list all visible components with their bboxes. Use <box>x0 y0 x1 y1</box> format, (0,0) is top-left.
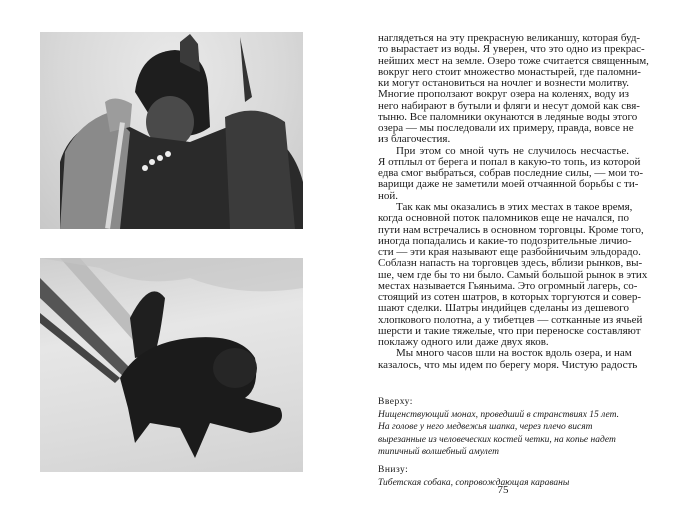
text-line: ки могут остановиться на ночлег и вознести молитву. <box>378 77 629 90</box>
photo-wandering-monk <box>40 32 303 229</box>
text-line: местах называется Гьяньима. Это огромный лагерь, со- <box>378 279 638 292</box>
monk-illustration <box>40 32 303 229</box>
text-line: пути нам встречались в основном торговцы. Кроме того, <box>378 223 644 236</box>
caption-top-line: Нищенствующий монах, проведший в странствиях 15 лет. <box>378 409 620 420</box>
text-line: поклажу одного или даже двух яков. <box>378 336 549 349</box>
text-line: Многие проползают вокруг озера на коленях, воду из <box>378 88 629 101</box>
caption-bottom-line: Тибетская собака, сопровождающая караваны <box>378 477 570 488</box>
body-text <box>378 32 649 371</box>
text-line: него набирают в бутыли и фляги и несут домой как свя- <box>378 99 640 112</box>
page-number: 75 <box>497 484 509 496</box>
text-line: При этом со мной чуть не случилось несчастье. <box>396 144 629 157</box>
text-line: Так как мы оказались в этих местах в такое время, <box>396 200 633 213</box>
text-line: озера — мы последовали их примеру, правда, вовсе не <box>378 122 634 135</box>
text-line: Соблазн напасть на торговцев здесь, вблизи рынков, вы- <box>378 257 643 270</box>
text-line: Мы много часов шли на восток вдоль озера, и нам <box>396 347 632 360</box>
text-line: вокруг него стоит множество монастырей, где паломни- <box>378 65 641 78</box>
caption-top-label: Вверху: <box>378 397 413 407</box>
text-line: стоящий из сотен шатров, в которых торгуются и совер- <box>378 291 642 304</box>
photo-captions <box>378 396 638 489</box>
text-line: ше, чем где бы то ни было. Самый большой рынок в этих <box>378 268 648 281</box>
text-line: шерсти и такие тяжелые, что при переноске составляют <box>378 324 641 337</box>
photo-tibetan-dog <box>40 258 303 472</box>
text-line: тыню. Все паломники окунаются в ледяные воды этого <box>378 110 638 123</box>
text-line: едва смог выбраться, собрав последние силы, — мои то- <box>378 167 644 180</box>
text-line: хлопкового полотна, а у тибетцев — сотканные из ячьей <box>378 313 643 326</box>
dog-illustration <box>40 258 303 472</box>
text-line: когда основной поток паломников еще не начался, по <box>378 212 629 225</box>
text-line: Я отплыл от берега и попал в какую-то топь, из которой <box>378 155 641 168</box>
text-line: казалось, что мы идем по берегу моря. Чистую радость <box>378 358 638 371</box>
text-line: иногда попадались и какие-то подозрительные личио- <box>378 234 632 247</box>
caption-top-line: вырезанные из человеческих костей четки, на копье надет <box>378 434 616 445</box>
text-line: нейших мест на земле. Озеро тоже считается священным, <box>378 54 649 67</box>
text-line: то вырастает из воды. Я уверен, что это одно из прекрас- <box>378 43 645 56</box>
text-line: из благочестия. <box>378 133 451 146</box>
text-line: варищи даже не заметили моей отчаянной борьбы с ти- <box>378 178 639 191</box>
text-line: сти — эти края называют еще разбойничьим эльдорадо. <box>378 246 641 259</box>
text-line: ной. <box>378 189 399 202</box>
text-line: шают сделки. Шатры индийцев сделаны из дешевого <box>378 302 629 315</box>
caption-bottom-label: Внизу: <box>378 464 409 475</box>
caption-top-line: На голове у него медвежья шапка, через плечо висят <box>378 422 593 433</box>
caption-top-line: типичный волшебный амулет <box>378 447 499 458</box>
text-line: наглядеться на эту прекрасную великаншу, которая буд- <box>378 32 641 44</box>
